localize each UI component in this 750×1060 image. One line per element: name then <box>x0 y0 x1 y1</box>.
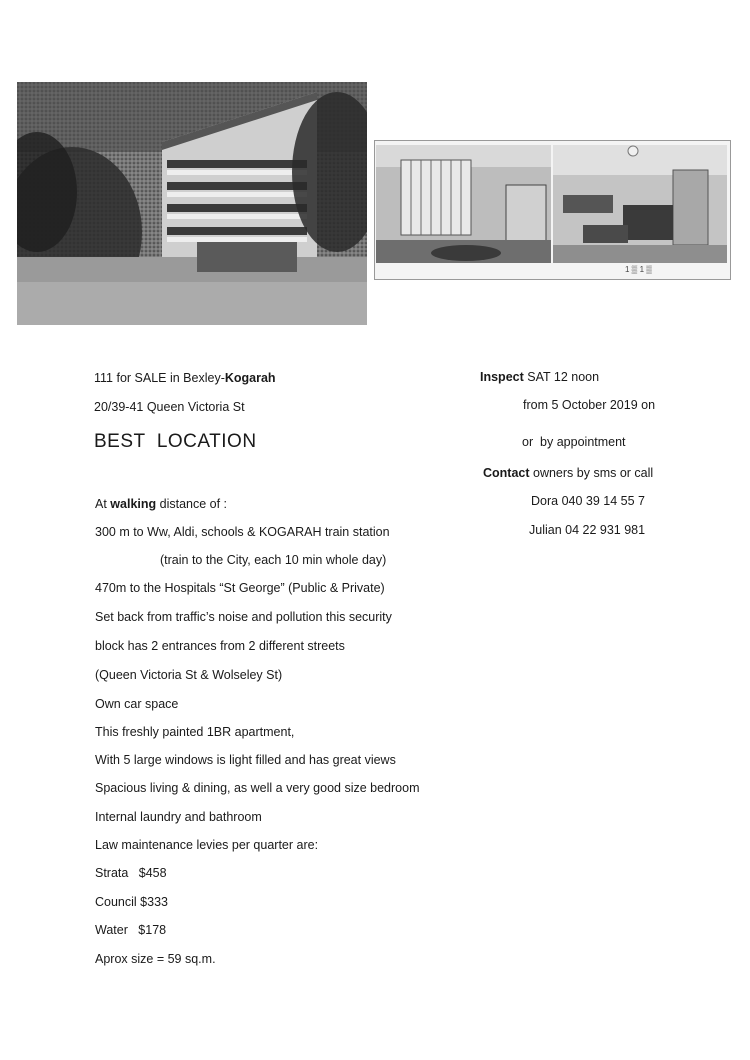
address: 20/39-41 Queen Victoria St <box>94 400 245 414</box>
levy-strata: Strata $458 <box>95 866 167 880</box>
feature-line: Internal laundry and bathroom <box>95 810 262 824</box>
levy-council: Council $333 <box>95 895 168 909</box>
feature-line: 300 m to Ww, Aldi, schools & KOGARAH train station <box>95 525 390 539</box>
feature-line: block has 2 entrances from 2 different streets <box>95 639 345 653</box>
feature-line: (train to the City, each 10 min whole day) <box>160 553 387 567</box>
headline: BEST LOCATION <box>94 431 257 452</box>
kitchen-photo <box>376 145 551 263</box>
levy-water: Water $178 <box>95 923 167 937</box>
feature-line: With 5 large windows is light filled and has great views <box>95 753 396 767</box>
feature-line: This freshly painted 1BR apartment, <box>95 725 295 739</box>
feature-line: Own car space <box>95 697 179 711</box>
inspect-from-date: from 5 October 2019 on <box>523 398 656 412</box>
feature-line: Spacious living & dining, as well a very good size bedroom <box>95 781 420 795</box>
inspect-appointment: or by appointment <box>522 435 626 449</box>
feature-line: (Queen Victoria St & Wolseley St) <box>95 668 283 682</box>
suburb-name: Kogarah <box>224 371 276 385</box>
contact-line: Contact owners by sms or call <box>483 466 654 480</box>
feature-line: Law maintenance levies per quarter are: <box>95 838 319 852</box>
living-room-photo <box>553 145 727 263</box>
apartment-size: Aprox size = 59 sq.m. <box>95 952 216 966</box>
interior-photos <box>374 140 731 280</box>
contact-person: Julian 04 22 931 981 <box>529 523 646 537</box>
photo-caption: 1 ▒ 1 ▒ <box>625 265 652 274</box>
inspect-time: Inspect SAT 12 noon <box>480 370 600 384</box>
feature-line: 470m to the Hospitals “St George” (Public & Private) <box>95 581 385 595</box>
feature-line: Set back from traffic’s noise and pollution this security <box>95 610 392 624</box>
listing-title: 111 for SALE in Bexley-Kogarah <box>94 371 276 385</box>
walking-intro: At walking distance of : <box>95 497 228 511</box>
contact-person: Dora 040 39 14 55 7 <box>531 494 645 508</box>
building-photo <box>17 82 367 325</box>
